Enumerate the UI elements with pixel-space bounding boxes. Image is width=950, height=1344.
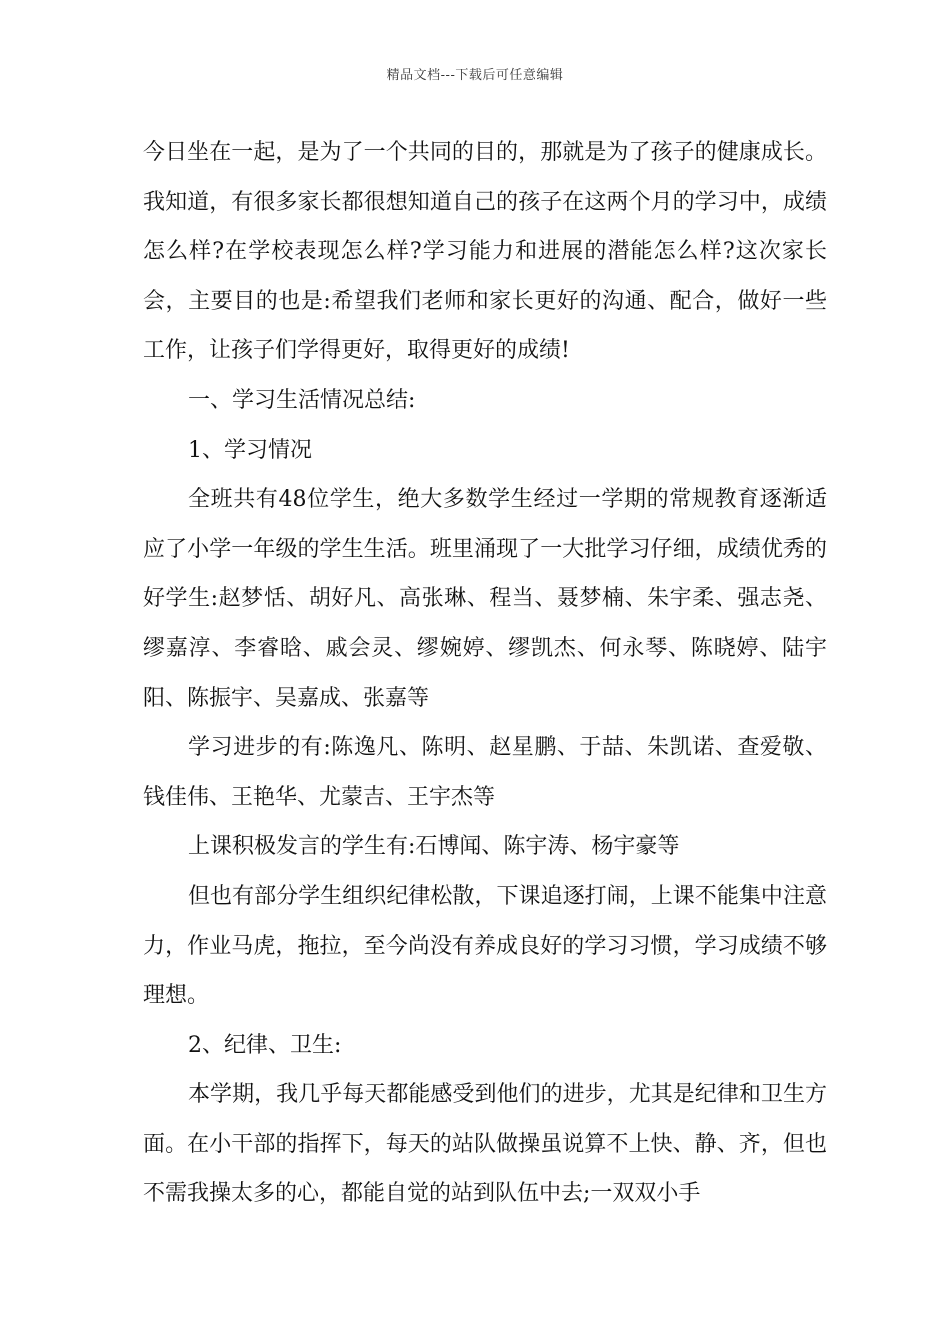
page-header: 精品文档---下载后可任意编辑	[386, 68, 564, 83]
paragraph-opening: 今日坐在一起，是为了一个共同的目的，那就是为了孩子的健康成长。我知道，有很多家长都很想知道自己的孩子在这两个月的学习中，成绩怎么样?在学校表现怎么样?学习能力和进展的潜能怎么样?这次家长会，主要目的也是:希望我们老师和家长更好的沟通、配合，做好一些工作，让孩子们学得更好，取得更好的成绩!	[143, 140, 827, 364]
subheading-study: 1、学习情况	[188, 437, 312, 463]
paragraph-class-overview: 全班共有48位学生，绝大多数学生经过一学期的常规教育逐渐适应了小学一年级的学生生活。班里涌现了一大批学习仔细，成绩优秀的好学生:赵梦恬、胡好凡、高张琳、程当、聂梦楠、朱宇柔、强志尧、缪嘉淳、李睿晗、戚会灵、缪婉婷、缪凯杰、何永琴、陈晓婷、陆宇阳、陈振宇、吴嘉成、张嘉等	[143, 487, 827, 711]
subheading-discipline: 2、纪律、卫生:	[188, 1032, 342, 1058]
paragraph-progress-students: 学习进步的有:陈逸凡、陈明、赵星鹏、于喆、朱凯诺、查爱敬、钱佳伟、王艳华、尤蒙吉、王宇杰等	[143, 735, 827, 810]
section-heading-summary: 一、学习生活情况总结:	[188, 387, 416, 413]
paragraph-active-students: 上课积极发言的学生有:石博闻、陈宇涛、杨宇豪等	[188, 834, 680, 860]
paragraph-discipline: 本学期，我几乎每天都能感受到他们的进步，尤其是纪律和卫生方面。在小干部的指挥下，每天的站队做操虽说算不上快、静、齐，但也不需我操太多的心，都能自觉的站到队伍中去;一双双小手	[143, 1082, 827, 1207]
paragraph-problems: 但也有部分学生组织纪律松散，下课追逐打闹，上课不能集中注意力，作业马虎，拖拉，至今尚没有养成良好的学习习惯，学习成绩不够理想。	[143, 883, 827, 1009]
document-body	[143, 128, 827, 1219]
